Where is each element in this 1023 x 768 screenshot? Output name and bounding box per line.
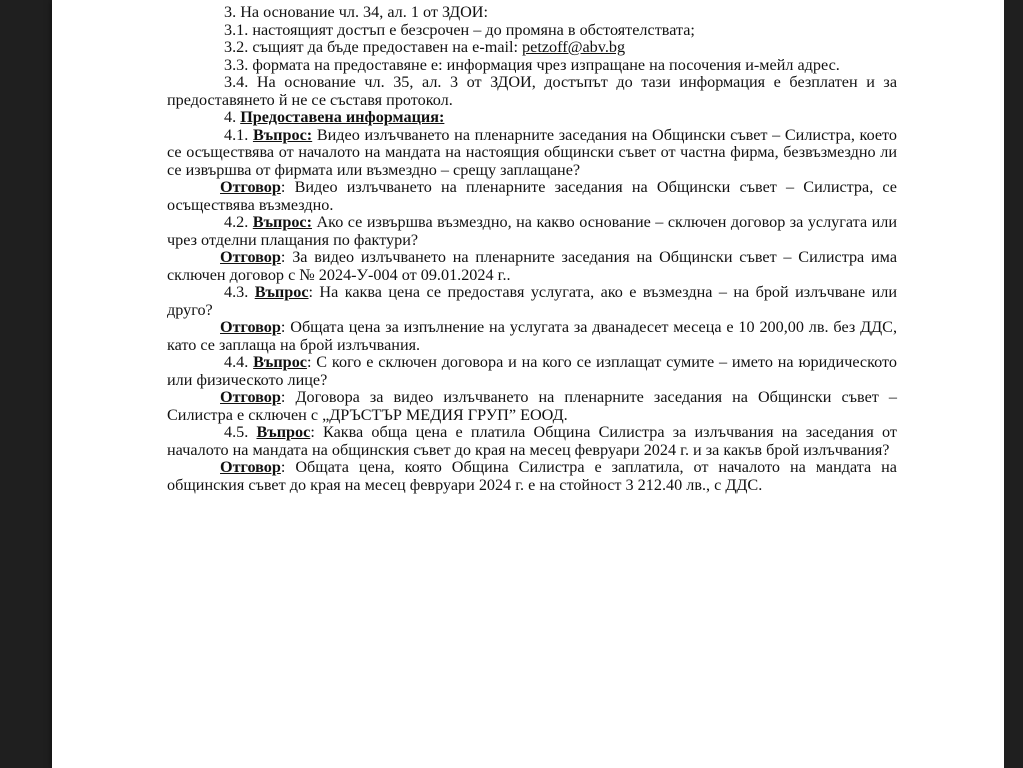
question-text: Видео излъчването на пленарните заседания на Общински съвет – Силистра, което се осъществява от началото на мандата на настоящия общински съвет от частна фирма, безвъзмездно ли се извършва от фирмата или възмездно – срещу заплащане? bbox=[167, 125, 897, 179]
answer-4-2 bbox=[167, 249, 897, 284]
document-page bbox=[52, 0, 1004, 768]
question-label: Въпрос bbox=[254, 283, 309, 301]
question-number: 4.4. bbox=[224, 353, 254, 371]
answer-text: : Общата цена, която Община Силистра е заплатила, от началото на мандата на общинския съвет до края на месец февруари 2024 г. е на стойност 3 212.40 лв., с ДДС. bbox=[167, 458, 897, 494]
answer-label: Отговор bbox=[220, 388, 281, 406]
answer-4-4 bbox=[167, 389, 897, 424]
email-link[interactable]: petzoff@abv.bg bbox=[522, 38, 626, 56]
section-title: Предоставена информация: bbox=[240, 108, 445, 126]
paragraph-3-1 bbox=[167, 22, 897, 40]
question-4-3 bbox=[167, 284, 897, 319]
question-text: : С кого е сключен договора и на кого се изплащат сумите – името на юридическото или физическото лице? bbox=[167, 353, 897, 389]
answer-label: Отговор bbox=[220, 318, 281, 336]
paragraph-text: 3.4. На основание чл. 35, ал. 3 от ЗДОИ, достъпът до тази информация е безплатен и за предоставянето й не се съставя протокол. bbox=[167, 73, 897, 109]
question-number: 4.2. bbox=[224, 213, 253, 231]
answer-4-3 bbox=[167, 319, 897, 354]
question-4-4 bbox=[167, 354, 897, 389]
question-label: Въпрос: bbox=[252, 125, 313, 144]
document-body bbox=[167, 4, 897, 494]
answer-text: : Договора за видео излъчването на пленарните заседания на Общински съвет – Силистра е сключен с „ДРЪСТЪР МЕДИЯ ГРУП” ЕООД. bbox=[167, 388, 897, 424]
answer-text: : Общата цена за изпълнение на услугата за дванадесет месеца е 10 200,00 лв. без ДДС, като се заплаща на брой излъчвания. bbox=[167, 318, 897, 354]
question-4-5 bbox=[167, 424, 897, 459]
answer-label: Отговор bbox=[220, 248, 281, 266]
question-text: Ако се извършва възмездно, на какво основание – сключен договор за услугата или чрез отделни плащания по фактури? bbox=[167, 213, 898, 249]
question-text: : Каква обща цена е платила Община Силистра за излъчвания на заседания от началото на мандата на общинския съвет до края на месец февруари 2024 г. и за какъв брой излъчвания? bbox=[167, 423, 897, 459]
answer-4-5 bbox=[167, 459, 897, 494]
question-4-2 bbox=[167, 214, 897, 249]
question-label: Въпрос bbox=[253, 353, 307, 371]
answer-label: Отговор bbox=[220, 178, 281, 196]
paragraph-3-4 bbox=[167, 74, 897, 109]
question-4-1 bbox=[167, 127, 897, 180]
question-number: 4.3. bbox=[224, 283, 255, 301]
question-label: Въпрос: bbox=[252, 213, 312, 231]
section-4-heading bbox=[167, 109, 897, 127]
answer-4-1 bbox=[167, 179, 897, 214]
paragraph-3-3 bbox=[167, 57, 897, 75]
paragraph-text: 3.1. настоящият достъп е безсрочен – до промяна в обстоятелствата; bbox=[224, 20, 695, 39]
paragraph-text: 3. На основание чл. 34, ал. 1 от ЗДОИ: bbox=[224, 3, 488, 21]
answer-text: : Видео излъчването на пленарните заседания на Общински съвет – Силистра, се осъществява възмездно. bbox=[167, 178, 897, 214]
answer-label: Отговор bbox=[220, 458, 281, 476]
paragraph-3-2 bbox=[167, 39, 897, 57]
paragraph-text: 3.3. формата на предоставяне е: информация чрез изпращане на посочения и-мейл адрес. bbox=[224, 55, 840, 74]
question-number: 4.5. bbox=[224, 423, 257, 441]
question-text: : На каква цена се предоставя услугата, ако е възмездна – на брой излъчване или друго? bbox=[167, 283, 898, 319]
question-label: Въпрос bbox=[256, 423, 311, 441]
paragraph-text: 3.2. същият да бъде предоставен на e-mail: bbox=[224, 38, 523, 56]
paragraph-3 bbox=[167, 4, 897, 22]
question-number: 4.1. bbox=[224, 125, 253, 144]
viewer-background bbox=[1004, 0, 1023, 768]
section-number: 4. bbox=[224, 108, 241, 126]
answer-text: : За видео излъчването на пленарните заседания на Общински съвет – Силистра има сключен договор с № 2024-У-004 от 09.01.2024 г.. bbox=[167, 248, 897, 284]
